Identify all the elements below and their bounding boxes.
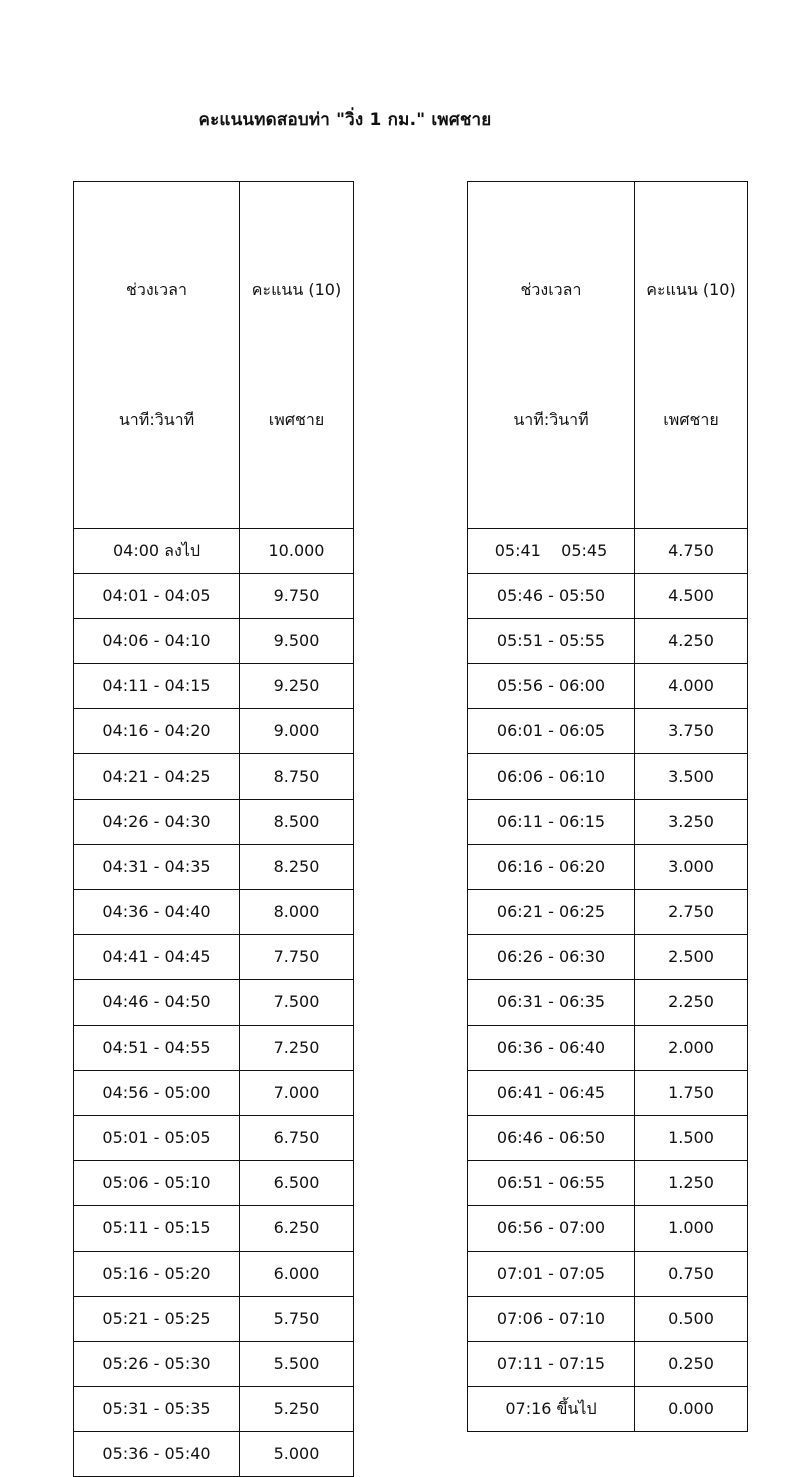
- table-row: [74, 754, 354, 799]
- table-row: [74, 664, 354, 709]
- score-header-label: คะแนน (10): [251, 280, 342, 300]
- score-cell: 0.750: [635, 1251, 748, 1296]
- score-header-gender: เพศชาย: [663, 409, 719, 429]
- table-row: [468, 618, 748, 663]
- time-range-cell: 05:11 - 05:15: [74, 1206, 240, 1251]
- score-cell: 1.500: [635, 1115, 748, 1160]
- table-header-row: [468, 182, 748, 529]
- score-cell: 1.000: [635, 1206, 748, 1251]
- score-cell: 4.750: [635, 528, 748, 573]
- score-cell: 9.500: [240, 618, 354, 663]
- score-header: [240, 182, 354, 529]
- table-row: [74, 1025, 354, 1070]
- table-row: [74, 1387, 354, 1432]
- table-row: [74, 573, 354, 618]
- score-cell: 2.750: [635, 890, 748, 935]
- score-cell: 10.000: [240, 528, 354, 573]
- time-range-cell: 06:41 - 06:45: [468, 1070, 635, 1115]
- score-cell: 3.000: [635, 844, 748, 889]
- table-row: [468, 1070, 748, 1115]
- time-range-cell: 06:21 - 06:25: [468, 890, 635, 935]
- table-row: [468, 1251, 748, 1296]
- table-row: [74, 1251, 354, 1296]
- table-row: [468, 1296, 748, 1341]
- time-range-cell: 05:46 - 05:50: [468, 573, 635, 618]
- time-range-cell: 04:00 ลงไป: [74, 528, 240, 573]
- time-range-cell: 05:36 - 05:40: [74, 1432, 240, 1477]
- table-row: [74, 1070, 354, 1115]
- score-cell: 7.250: [240, 1025, 354, 1070]
- table-row: [468, 573, 748, 618]
- table-row: [468, 1115, 748, 1160]
- score-cell: 5.250: [240, 1387, 354, 1432]
- table-row: [468, 1206, 748, 1251]
- time-range-header-label: ช่วงเวลา: [126, 280, 187, 300]
- score-cell: 8.000: [240, 890, 354, 935]
- table-row: [468, 935, 748, 980]
- score-table-right: [467, 181, 748, 1432]
- table-row: [74, 1296, 354, 1341]
- score-cell: 0.250: [635, 1341, 748, 1386]
- score-table-left: [73, 181, 354, 1477]
- time-range-cell: 05:21 - 05:25: [74, 1296, 240, 1341]
- time-range-cell: 05:06 - 05:10: [74, 1161, 240, 1206]
- score-cell: 9.000: [240, 709, 354, 754]
- table-row: [468, 1161, 748, 1206]
- time-range-cell: 07:11 - 07:15: [468, 1341, 635, 1386]
- page-title: คะแนนทดสอบท่า "วิ่ง 1 กม." เพศชาย: [198, 110, 492, 130]
- score-cell: 8.500: [240, 799, 354, 844]
- time-range-cell: 04:11 - 04:15: [74, 664, 240, 709]
- time-range-header-unit: นาที:วินาที: [118, 409, 195, 429]
- score-cell: 5.000: [240, 1432, 354, 1477]
- score-cell: 8.250: [240, 844, 354, 889]
- table-row: [468, 844, 748, 889]
- time-range-header-label: ช่วงเวลา: [520, 280, 582, 300]
- table-header-row: [74, 182, 354, 529]
- table-row: [468, 1341, 748, 1386]
- score-cell: 2.000: [635, 1025, 748, 1070]
- score-cell: 0.500: [635, 1296, 748, 1341]
- score-cell: 2.250: [635, 980, 748, 1025]
- score-cell: 4.500: [635, 573, 748, 618]
- time-range-cell: 05:56 - 06:00: [468, 664, 635, 709]
- table-row: [74, 618, 354, 663]
- table-row: [74, 890, 354, 935]
- time-range-cell: 04:56 - 05:00: [74, 1070, 240, 1115]
- score-cell: 4.250: [635, 618, 748, 663]
- table-row: [468, 890, 748, 935]
- time-range-cell: 06:26 - 06:30: [468, 935, 635, 980]
- time-range-cell: 06:06 - 06:10: [468, 754, 635, 799]
- table-row: [74, 1161, 354, 1206]
- table-row: [74, 709, 354, 754]
- table-row: [74, 799, 354, 844]
- score-cell: 6.250: [240, 1206, 354, 1251]
- score-cell: 7.500: [240, 980, 354, 1025]
- score-cell: 3.250: [635, 799, 748, 844]
- table-row: [468, 1387, 748, 1432]
- score-cell: 5.750: [240, 1296, 354, 1341]
- time-range-cell: 07:16 ขึ้นไป: [468, 1387, 635, 1432]
- table-row: [74, 1341, 354, 1386]
- score-header: [635, 182, 748, 529]
- table-row: [74, 1115, 354, 1160]
- time-range-cell: 07:01 - 07:05: [468, 1251, 635, 1296]
- time-range-cell: 04:51 - 04:55: [74, 1025, 240, 1070]
- score-cell: 3.750: [635, 709, 748, 754]
- time-range-header: [468, 182, 635, 529]
- score-cell: 6.750: [240, 1115, 354, 1160]
- time-range-cell: 04:41 - 04:45: [74, 935, 240, 980]
- table-row: [468, 980, 748, 1025]
- score-cell: 1.250: [635, 1161, 748, 1206]
- table-row: [74, 1432, 354, 1477]
- table-row: [74, 844, 354, 889]
- score-cell: 6.000: [240, 1251, 354, 1296]
- score-cell: 6.500: [240, 1161, 354, 1206]
- score-cell: 7.000: [240, 1070, 354, 1115]
- time-range-cell: 06:36 - 06:40: [468, 1025, 635, 1070]
- time-range-cell: 04:31 - 04:35: [74, 844, 240, 889]
- score-cell: 2.500: [635, 935, 748, 980]
- score-cell: 9.250: [240, 664, 354, 709]
- time-range-cell: 06:11 - 06:15: [468, 799, 635, 844]
- score-cell: 0.000: [635, 1387, 748, 1432]
- score-cell: 7.750: [240, 935, 354, 980]
- time-range-cell: 04:21 - 04:25: [74, 754, 240, 799]
- time-range-cell: 05:26 - 05:30: [74, 1341, 240, 1386]
- time-range-cell: 06:31 - 06:35: [468, 980, 635, 1025]
- time-range-cell: 04:36 - 04:40: [74, 890, 240, 935]
- time-range-cell: 04:26 - 04:30: [74, 799, 240, 844]
- time-range-cell: 05:01 - 05:05: [74, 1115, 240, 1160]
- score-cell: 8.750: [240, 754, 354, 799]
- table-row: [468, 664, 748, 709]
- time-range-cell: 07:06 - 07:10: [468, 1296, 635, 1341]
- time-range-cell: 05:41 05:45: [468, 528, 635, 573]
- table-row: [74, 980, 354, 1025]
- time-range-cell: 04:01 - 04:05: [74, 573, 240, 618]
- table-row: [74, 935, 354, 980]
- time-range-cell: 06:16 - 06:20: [468, 844, 635, 889]
- score-header-label: คะแนน (10): [646, 280, 736, 300]
- table-row: [468, 709, 748, 754]
- time-range-cell: 06:46 - 06:50: [468, 1115, 635, 1160]
- time-range-cell: 04:16 - 04:20: [74, 709, 240, 754]
- score-cell: 5.500: [240, 1341, 354, 1386]
- time-range-cell: 04:06 - 04:10: [74, 618, 240, 663]
- table-row: [468, 754, 748, 799]
- score-header-gender: เพศชาย: [268, 409, 325, 429]
- time-range-cell: 06:01 - 06:05: [468, 709, 635, 754]
- time-range-header: [74, 182, 240, 529]
- score-cell: 3.500: [635, 754, 748, 799]
- table-row: [468, 1025, 748, 1070]
- time-range-header-unit: นาที:วินาที: [513, 409, 589, 429]
- time-range-cell: 06:56 - 07:00: [468, 1206, 635, 1251]
- table-row: [74, 1206, 354, 1251]
- score-cell: 1.750: [635, 1070, 748, 1115]
- time-range-cell: 05:16 - 05:20: [74, 1251, 240, 1296]
- time-range-cell: 05:31 - 05:35: [74, 1387, 240, 1432]
- table-row: [468, 799, 748, 844]
- table-row: [468, 528, 748, 573]
- time-range-cell: 05:51 - 05:55: [468, 618, 635, 663]
- time-range-cell: 06:51 - 06:55: [468, 1161, 635, 1206]
- table-row: [74, 528, 354, 573]
- time-range-cell: 04:46 - 04:50: [74, 980, 240, 1025]
- score-cell: 9.750: [240, 573, 354, 618]
- score-cell: 4.000: [635, 664, 748, 709]
